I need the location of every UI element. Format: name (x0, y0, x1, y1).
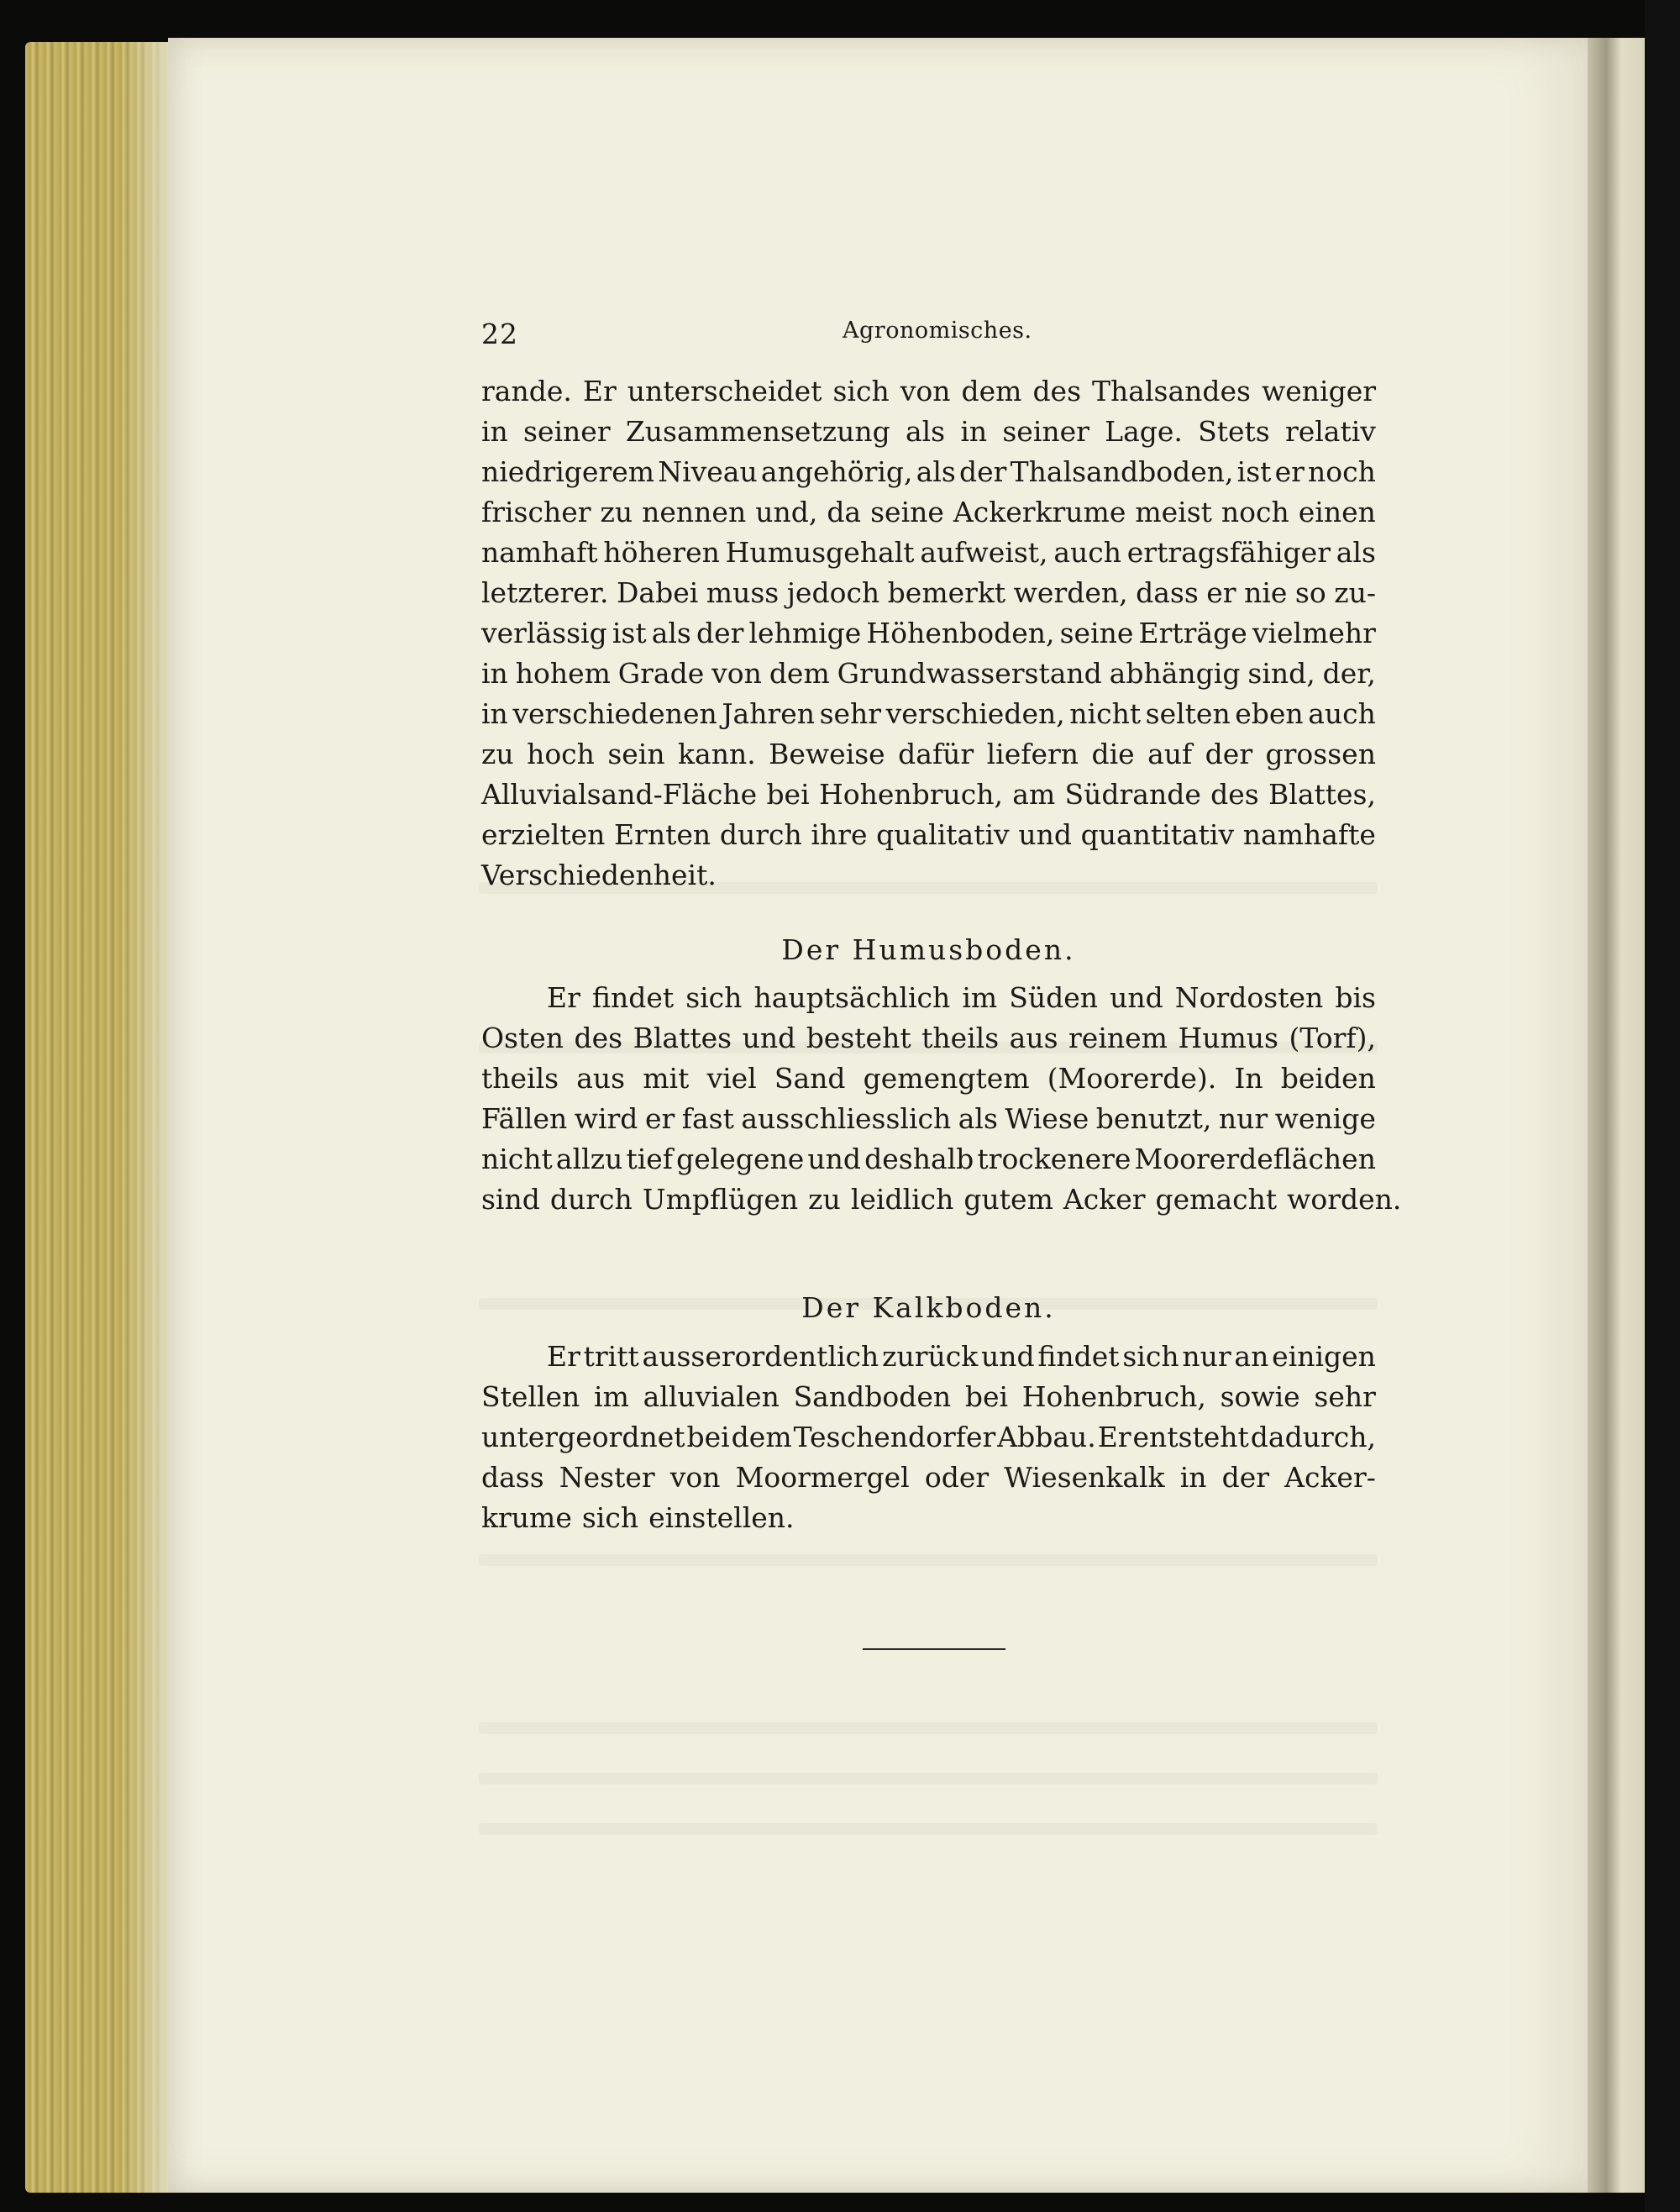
word: Jahren (722, 697, 816, 730)
word: alluvialen (643, 1380, 780, 1413)
word: Umpflügen (642, 1183, 799, 1216)
word: Humus (1178, 1022, 1278, 1054)
text-line (481, 815, 1376, 855)
word: Er (547, 1340, 580, 1373)
word: nennen (642, 496, 747, 528)
word: zu (808, 1183, 841, 1216)
text-line (481, 1059, 1376, 1099)
word: im (594, 1380, 629, 1413)
word: hauptsächlich (753, 981, 951, 1014)
text-line (481, 654, 1376, 694)
word: Alluvialsand-Fläche (481, 778, 758, 811)
word: Acker (1063, 1183, 1146, 1216)
word: Sandboden (793, 1380, 952, 1413)
word: und (807, 1143, 862, 1175)
word: sich (581, 1501, 639, 1534)
word: Osten (481, 1022, 564, 1054)
word: letzterer. (481, 576, 609, 609)
word: einen (1298, 496, 1376, 528)
text-line (481, 978, 1376, 1018)
word: Hohenbruch, (1021, 1380, 1206, 1413)
text-line (481, 775, 1376, 815)
word: Südrande (1064, 778, 1201, 811)
word: bis (1335, 981, 1376, 1014)
word: Grade (617, 657, 705, 690)
word: ist (612, 617, 647, 649)
word: Teschendorfer (793, 1421, 996, 1453)
word: am (1012, 778, 1056, 811)
text-line (481, 412, 1376, 452)
text-line (481, 734, 1376, 775)
word: sowie (1220, 1380, 1300, 1413)
word: trockenere (977, 1143, 1131, 1175)
word: aufweist, (920, 536, 1048, 569)
word: des (574, 1022, 623, 1054)
word: an (1234, 1340, 1269, 1373)
word: muss (706, 576, 780, 609)
word: Beweise (769, 738, 885, 770)
word: findet (591, 981, 675, 1014)
word: bei (964, 1380, 1009, 1413)
word: gelegene (676, 1143, 805, 1175)
word: lehmige (748, 617, 862, 649)
word: ist (1236, 455, 1272, 488)
word: deshalb (864, 1143, 974, 1175)
section-end-rule (863, 1648, 1005, 1650)
show-through (479, 1773, 1378, 1784)
page-header (481, 318, 1380, 360)
word: in (960, 415, 988, 448)
word: worden. (1287, 1183, 1402, 1216)
word: Dabei (616, 576, 699, 609)
word: Stellen (481, 1380, 580, 1413)
word: qualitativ (876, 818, 1010, 851)
word: er (1206, 576, 1236, 609)
word: die (1091, 738, 1135, 770)
word: von (900, 375, 951, 407)
text-line (481, 1139, 1376, 1180)
page-number: 22 (481, 318, 518, 350)
word: als (651, 617, 691, 649)
word: sind, (1247, 657, 1315, 690)
word: bei (766, 778, 810, 811)
show-through (479, 1722, 1378, 1734)
word: im (962, 981, 998, 1014)
word: als (905, 415, 946, 448)
text-line (481, 1337, 1376, 1377)
word: in (481, 415, 508, 448)
word: allzu (555, 1143, 623, 1175)
word: von (669, 1461, 721, 1494)
text-line (481, 1180, 1402, 1220)
word: Sand (774, 1062, 846, 1095)
word: zu (600, 496, 633, 528)
word: auch (1053, 536, 1121, 569)
word: Blattes (633, 1022, 732, 1054)
word: und (1110, 981, 1163, 1014)
word: als (916, 455, 956, 488)
word: Wiesenkalk (1004, 1461, 1165, 1494)
word: Er (547, 981, 580, 1014)
word: in (481, 697, 508, 730)
text-line (481, 1377, 1376, 1417)
word: (Moorerde). (1047, 1062, 1217, 1095)
word: ertragsfähiger (1126, 536, 1331, 569)
section-heading-kalkboden: Der Kalkboden. (801, 1291, 1056, 1324)
text-line (481, 533, 1376, 573)
word: sich (832, 375, 890, 407)
word: gutem (963, 1183, 1053, 1216)
word: Höhenboden, (866, 617, 1055, 649)
word: Humusgehalt (725, 536, 915, 569)
word: selten (1145, 697, 1231, 730)
word: nicht (1069, 697, 1142, 730)
word: findet (1037, 1340, 1120, 1373)
word: theils (481, 1062, 559, 1095)
word: theils (921, 1022, 1000, 1054)
text-line (481, 371, 1376, 412)
word: Moormergel (735, 1461, 910, 1494)
word: In (1234, 1062, 1263, 1095)
word: tief (626, 1143, 673, 1175)
word: der (1205, 738, 1253, 770)
word: jedoch (786, 576, 880, 609)
word: (Torf), (1289, 1022, 1376, 1054)
word: meist (1135, 496, 1212, 528)
word: nicht (481, 1143, 553, 1175)
book-gutter (1586, 38, 1645, 2193)
word: liefern (986, 738, 1079, 770)
word: sein (607, 738, 665, 770)
word: Nester (559, 1461, 655, 1494)
word: und (980, 1340, 1035, 1373)
word: in (1179, 1461, 1207, 1494)
section-heading-humusboden: Der Humusboden. (781, 933, 1076, 966)
word: des (1210, 778, 1259, 811)
text-line (481, 1458, 1376, 1498)
word: Süden (1009, 981, 1099, 1014)
word: angehörig, (760, 455, 913, 488)
word: grossen (1265, 738, 1376, 770)
word: der (696, 617, 744, 649)
word: seine (1059, 617, 1134, 649)
word: quantitativ (1080, 818, 1235, 851)
word: Abbau. (997, 1421, 1096, 1453)
word: viel (706, 1062, 757, 1095)
word: als (958, 1102, 998, 1135)
text-line (481, 855, 1376, 896)
word: sehr (819, 697, 882, 730)
word: er (1274, 455, 1305, 488)
word: niedrigerem (481, 455, 655, 488)
running-head: Agronomisches. (843, 318, 1032, 344)
word: auch (1308, 697, 1376, 730)
word: krume (481, 1501, 572, 1534)
word: benutzt, (1095, 1102, 1212, 1135)
word: untergeordnet (481, 1421, 685, 1453)
word: unterscheidet (627, 375, 822, 407)
word: fast (681, 1102, 734, 1135)
show-through (479, 1554, 1378, 1566)
show-through (479, 1823, 1378, 1835)
word: aus (1009, 1022, 1058, 1054)
word: Er (582, 375, 617, 407)
word: beiden (1280, 1062, 1376, 1095)
word: abhängig (1109, 657, 1241, 690)
word: namhafte (1242, 818, 1376, 851)
paragraph-thalsand-continuation (481, 371, 1376, 896)
word: dem (731, 1421, 792, 1453)
word: aus (576, 1062, 626, 1095)
word: leidlich (850, 1183, 954, 1216)
word: Erträge (1138, 617, 1247, 649)
word: Blattes, (1268, 778, 1376, 811)
word: mit (643, 1062, 690, 1095)
scan-background (1645, 0, 1680, 2212)
word: oder (924, 1461, 990, 1494)
word: weniger (1261, 375, 1376, 407)
word: gemengtem (863, 1062, 1030, 1095)
word: kann. (678, 738, 756, 770)
word: entsteht (1132, 1421, 1249, 1453)
word: erzielten (481, 818, 606, 851)
word: zu- (1334, 576, 1376, 609)
word: der (1221, 1461, 1270, 1494)
word: werden, (1013, 576, 1128, 609)
word: Thalsandes (1092, 375, 1251, 407)
paragraph-humusboden (481, 978, 1402, 1220)
word: und (742, 1022, 796, 1054)
word: rande. (481, 375, 572, 407)
word: seiner (523, 415, 611, 448)
word: zu (481, 738, 514, 770)
word: eben (1235, 697, 1304, 730)
word: nur (1218, 1102, 1268, 1135)
word: ausschliesslich (741, 1102, 952, 1135)
word: höheren (603, 536, 720, 569)
word: besteht (806, 1022, 911, 1054)
word: Stets (1198, 415, 1270, 448)
word: einigen (1272, 1340, 1376, 1373)
word: hohem (515, 657, 611, 690)
word: Ackerkrume (953, 496, 1126, 528)
text-line (481, 1099, 1376, 1139)
word: wenige (1274, 1102, 1376, 1135)
word: bei (686, 1421, 730, 1453)
word: gemacht (1155, 1183, 1278, 1216)
word: des (1032, 375, 1082, 407)
word: er (644, 1102, 675, 1135)
word: Ernten (614, 818, 711, 851)
text-line (481, 613, 1376, 654)
word: dadurch, (1250, 1421, 1376, 1453)
word: tritt (583, 1340, 639, 1373)
word: Grundwasserstand (837, 657, 1102, 690)
word: relativ (1284, 415, 1376, 448)
word: Lage. (1105, 415, 1183, 448)
word: ausserordentlich (642, 1340, 879, 1373)
word: verlässig (481, 617, 607, 649)
word: dafür (898, 738, 974, 770)
text-line (481, 452, 1376, 492)
word: reinem (1068, 1022, 1168, 1054)
word: in (481, 657, 508, 690)
word: dem (769, 657, 830, 690)
word: Wiese (1005, 1102, 1089, 1135)
word: seine (870, 496, 944, 528)
word: dem (961, 375, 1022, 407)
word: sind (481, 1183, 540, 1216)
word: und, (755, 496, 818, 528)
word: da (827, 496, 862, 528)
word: dass (1136, 576, 1199, 609)
word: Moorerdeflächen (1134, 1143, 1376, 1175)
word: zurück (882, 1340, 979, 1373)
word: noch (1308, 455, 1376, 488)
word: und (1018, 818, 1072, 851)
word: sich (1122, 1340, 1179, 1373)
text-line (481, 1498, 1376, 1538)
word: Fällen (481, 1102, 568, 1135)
word: ihre (811, 818, 868, 851)
word: noch (1221, 496, 1289, 528)
word: Zusammensetzung (625, 415, 890, 448)
text-line (481, 573, 1376, 613)
word: hoch (527, 738, 595, 770)
word: Hohenbruch, (818, 778, 1003, 811)
word: dass (481, 1461, 544, 1494)
word: verschiedenen (512, 697, 717, 730)
word: Acker- (1284, 1461, 1376, 1494)
word: Niveau (658, 455, 758, 488)
word: einstellen. (648, 1501, 795, 1534)
word: durch (549, 1183, 633, 1216)
word: nie (1244, 576, 1288, 609)
text-line (481, 1417, 1376, 1458)
word: seiner (1002, 415, 1089, 448)
word: der, (1322, 657, 1376, 690)
word: sich (685, 981, 743, 1014)
word: so (1294, 576, 1326, 609)
word: als (1336, 536, 1376, 569)
word: der (959, 455, 1007, 488)
word: verschieden, (885, 697, 1065, 730)
text-line (481, 1018, 1376, 1059)
text-line (481, 694, 1376, 734)
word: Thalsandboden, (1010, 455, 1234, 488)
word: Nordosten (1174, 981, 1324, 1014)
word: auf (1147, 738, 1193, 770)
word: wird (574, 1102, 638, 1135)
word: frischer (481, 496, 591, 528)
word: sehr (1314, 1380, 1376, 1413)
word: Verschiedenheit. (481, 859, 717, 891)
book-page-edges (25, 42, 172, 2193)
word: durch (719, 818, 802, 851)
word: von (711, 657, 762, 690)
paragraph-kalkboden (481, 1337, 1376, 1538)
text-line (481, 492, 1376, 533)
word: namhaft (481, 536, 598, 569)
word: bemerkt (887, 576, 1006, 609)
word: nur (1182, 1340, 1231, 1373)
word: vielmehr (1252, 617, 1376, 649)
word: Er (1097, 1421, 1131, 1453)
